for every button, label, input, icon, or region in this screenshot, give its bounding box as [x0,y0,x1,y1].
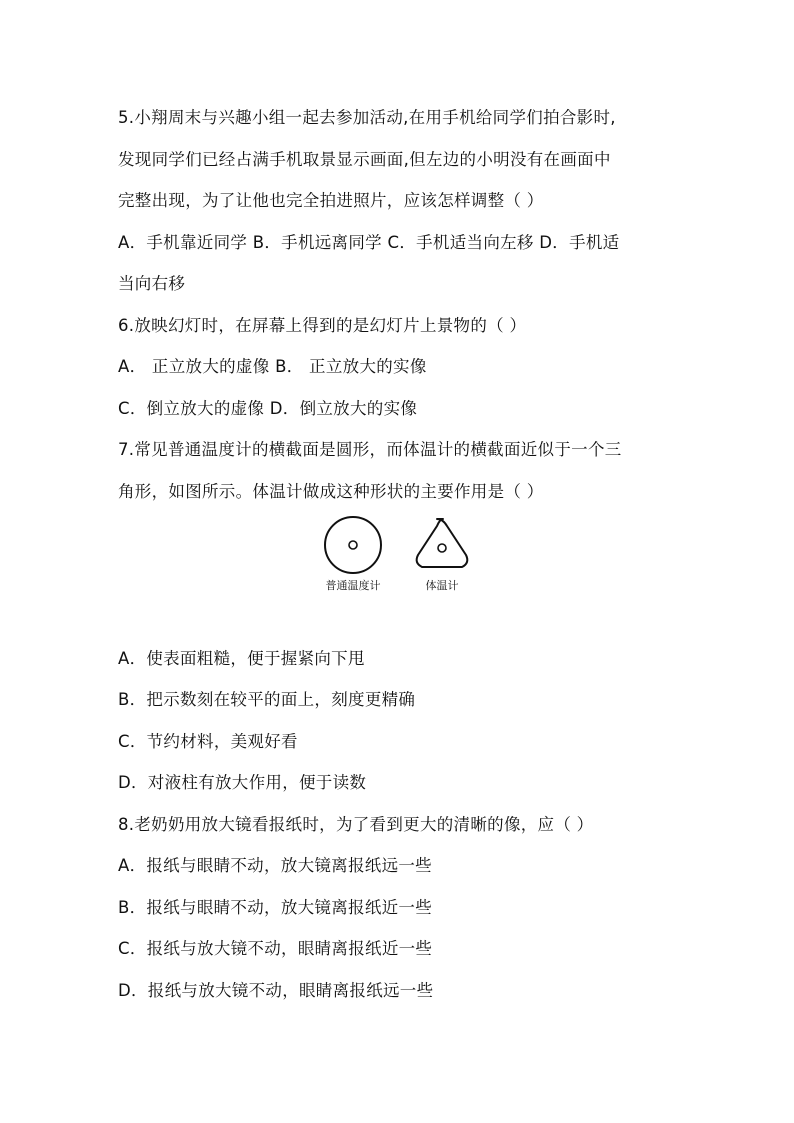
q6-options-row-1: A． 正立放大的虚像 B． 正立放大的实像 [118,357,427,376]
q7-stem-line-1: 7.常见普通温度计的横截面是圆形，而体温计的横截面近似于一个三 [118,440,622,459]
ordinary-thermometer-circle [325,517,381,573]
q8-stem: 8.老奶奶用放大镜看报纸时，为了看到更大的清晰的像，应（ ） [118,815,594,834]
clinical-thermometer-triangle [417,519,468,567]
q6-stem: 6.放映幻灯时，在屏幕上得到的是幻灯片上景物的（ ） [118,316,527,335]
thermometer-diagram [318,515,478,595]
q8-option-a: A．报纸与眼睛不动，放大镜离报纸远一些 [118,856,432,875]
label-clinical-thermometer: 体温计 [425,579,459,592]
q5-stem-line-1: 5.小翔周末与兴趣小组一起去参加活动,在用手机给同学们拍合影时, [118,108,616,127]
q7-option-a: A．使表面粗糙，便于握紧向下甩 [118,649,365,668]
q6-options-row-2: C．倒立放大的虚像 D．倒立放大的实像 [118,399,418,418]
q7-option-b: B．把示数刻在较平的面上，刻度更精确 [118,690,416,709]
q8-option-d: D．报纸与放大镜不动，眼睛离报纸远一些 [118,981,434,1000]
q5-stem-line-2: 发现同学们已经占满手机取景显示画面,但左边的小明没有在画面中 [118,150,611,169]
clinical-thermometer-bore [438,544,446,552]
thermometer-cross-section-figure [318,515,478,595]
q5-stem-line-3: 完整出现，为了让他也完全拍进照片，应该怎样调整（ ） [118,191,544,210]
q5-options-line-1: A．手机靠近同学 B．手机远离同学 C．手机适当向左移 D．手机适 [118,233,620,252]
ordinary-thermometer-bore [349,541,357,549]
q8-option-b: B．报纸与眼睛不动，放大镜离报纸近一些 [118,898,433,917]
label-ordinary-thermometer: 普通温度计 [325,579,381,592]
q7-stem-line-2: 角形，如图所示。体温计做成这种形状的主要作用是（ ） [118,482,544,501]
q7-option-c: C．节约材料，美观好看 [118,732,298,751]
q5-options-line-2: 当向右移 [118,274,186,293]
q7-option-d: D．对液柱有放大作用，便于读数 [118,773,367,792]
q8-option-c: C．报纸与放大镜不动，眼睛离报纸近一些 [118,939,433,958]
